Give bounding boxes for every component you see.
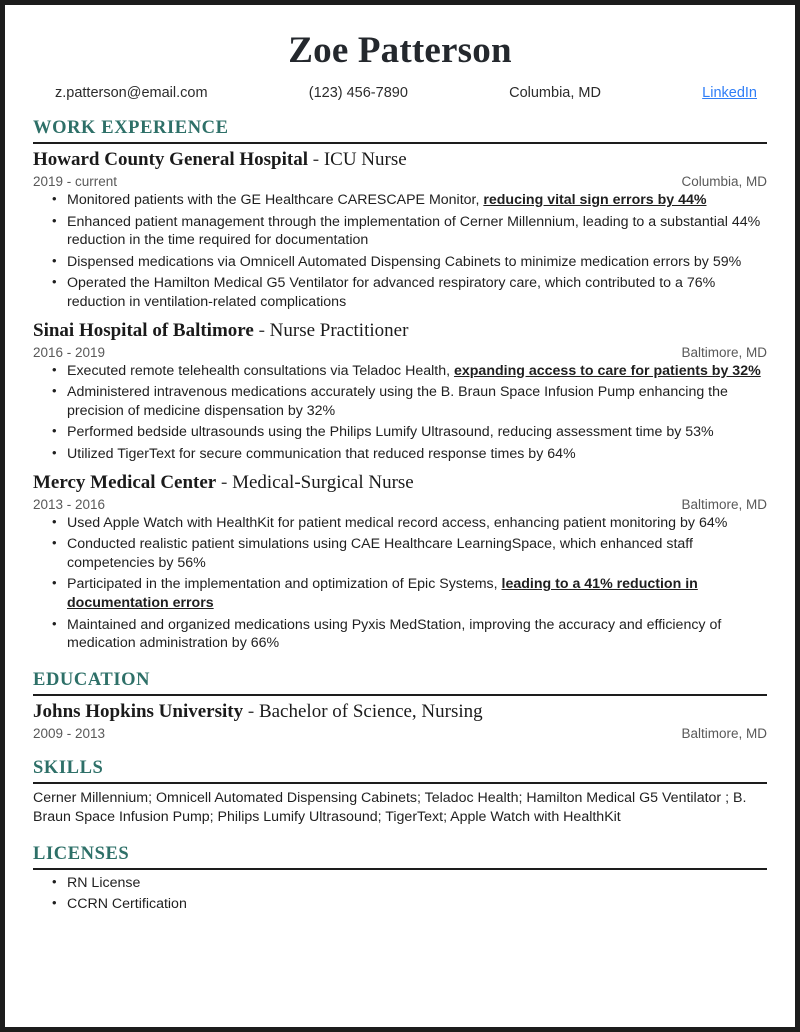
resume-page [5,5,795,1027]
resume-entry [33,700,767,741]
bullet-item: • Utilized TigerText for secure communication that reduced response times by 64% [67,445,767,464]
section-title-licenses: LICENSES [33,843,130,864]
bullet-emphasis: reducing vital sign errors by 44% [483,192,707,208]
bullet-item: • Operated the Hamilton Medical G5 Ventilator for advanced respiratory care, which contributed to a 76% reduction in ventilation-related complications [67,274,767,311]
page-title: Zoe Patterson [288,30,512,71]
entry-meta [33,345,767,360]
contact-phone[interactable]: (123) 456-7890 [308,85,408,101]
entry-heading [33,148,767,172]
contact-row [55,85,757,101]
entry-dates: 2013 - 2016 [33,496,106,512]
section-title-education: EDUCATION [33,669,151,690]
resume-header [33,29,767,101]
entry-separator: - [307,149,324,170]
section-licenses [33,844,767,914]
entry-role: Bachelor of Science, Nursing [258,700,483,722]
entry-dates: 2016 - 2019 [33,344,106,360]
entry-meta [33,726,767,741]
entry-role: Nurse Practitioner [269,319,409,341]
work-entry-list [33,148,767,653]
entry-organization: Sinai Hospital of Baltimore [33,319,254,341]
section-education [33,670,767,741]
bullet-item: • Enhanced patient management through the implementation of Cerner Millennium, leading to a substantial 44% reduction in the time required for documentation [67,213,767,250]
entry-dates: 2009 - 2013 [33,725,106,741]
section-work-experience [33,118,767,653]
bullet-item: • Monitored patients with the GE Healthcare CARESCAPE Monitor, reducing vital sign errors by 44% [67,191,767,210]
entry-organization: Johns Hopkins University [33,700,244,722]
section-divider [33,694,767,696]
entry-dates: 2019 - current [33,174,118,189]
section-divider [33,868,767,870]
section-divider [33,142,767,144]
bullet-item: • Performed bedside ultrasounds using the Philips Lumify Ultrasound, reducing assessment time by 53% [67,423,767,442]
entry-meta [33,497,767,512]
section-title-skills: SKILLS [33,757,104,778]
entry-heading [33,319,767,343]
bullet-emphasis: expanding access to care for patients by 32% [453,362,761,379]
resume-entry [33,148,767,312]
contact-email[interactable]: z.patterson@email.com [55,85,208,101]
entry-separator: - [243,700,259,722]
resume-entry [33,471,767,653]
bullet-item: • Administered intravenous medications accurately using the B. Braun Space Infusion Pump enhancing the precision of medicine dispensation by 32% [67,383,767,420]
entry-heading [33,700,767,724]
entry-organization: Howard County General Hospital [33,149,308,170]
license-list [33,874,767,914]
bullet-item: • Dispensed medications via Omnicell Automated Dispensing Cabinets to minimize medication errors by 59% [67,253,767,272]
education-entry-list [33,700,767,741]
bullet-item: • Executed remote telehealth consultations via Teladoc Health, expanding access to care for patients by 32% [67,362,767,381]
resume-entry [33,319,767,464]
contact-location: Columbia, MD [509,85,601,101]
entry-bullet-list [33,514,767,653]
entry-organization: Mercy Medical Center [33,471,217,493]
bullet-emphasis: leading to a 41% reduction in documentation errors [67,576,698,611]
entry-role: ICU Nurse [323,149,407,170]
linkedin-link[interactable]: LinkedIn [702,85,757,101]
entry-heading [33,471,767,495]
bullet-item: • Conducted realistic patient simulations using CAE Healthcare LearningSpace, which enhanced staff competencies by 56% [67,535,767,572]
entry-location: Baltimore, MD [681,725,767,741]
section-title-work-experience: WORK EXPERIENCE [33,118,229,138]
entry-separator: - [216,471,233,493]
entry-bullet-list [33,191,767,312]
entry-meta [33,174,767,189]
entry-location: Baltimore, MD [681,344,767,360]
entry-location: Columbia, MD [681,174,767,189]
entry-separator: - [253,319,270,341]
license-item: • CCRN Certification [67,895,767,914]
entry-bullet-list [33,362,767,464]
section-divider [33,782,767,784]
license-item: • RN License [67,874,767,893]
bullet-item: • Used Apple Watch with HealthKit for patient medical record access, enhancing patient monitoring by 64% [67,514,767,533]
bullet-item: • Maintained and organized medications using Pyxis MedStation, improving the accuracy and efficiency of medication administration by 66% [67,616,767,653]
entry-role: Medical-Surgical Nurse [232,471,414,493]
entry-location: Baltimore, MD [681,496,767,512]
skills-text: Cerner Millennium; Omnicell Automated Dispensing Cabinets; Teladoc Health; Hamilton Medical G5 Ventilator ; B. Braun Space Infusion Pump; Philips Lumify Ultrasound; TigerText; Apple Watch with HealthKit [33,789,747,825]
bullet-item: • Participated in the implementation and optimization of Epic Systems, leading to a 41% reduction in documentation errors [67,575,767,612]
section-skills [33,758,767,827]
